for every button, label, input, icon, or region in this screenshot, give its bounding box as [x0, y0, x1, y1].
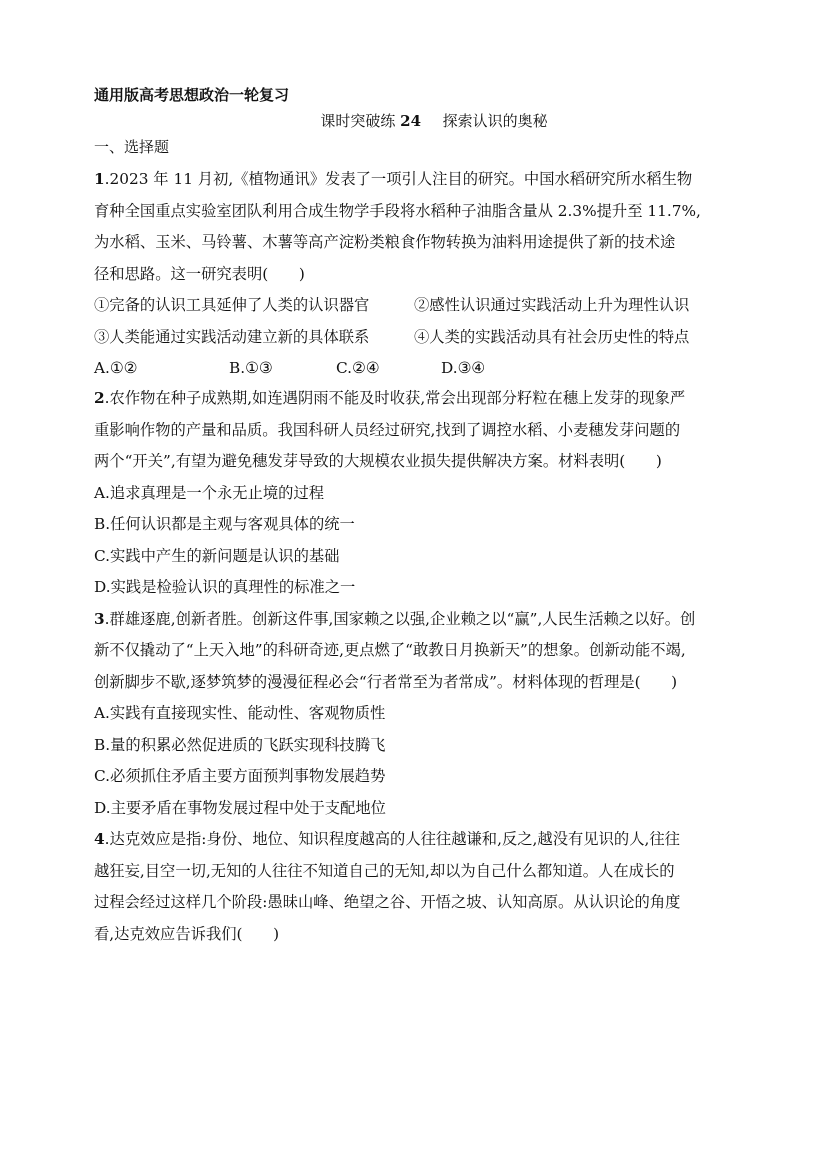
question-2-line-1: 2.农作物在种子成熟期,如连遇阴雨不能及时收获,常会出现部分籽粒在穗上发芽的现象严 — [94, 389, 686, 407]
question-4-line-2: 越狂妄,目空一切,无知的人往往不知道自己的无知,却以为自己什么都知道。人在成长的 — [94, 861, 675, 880]
document-page — [94, 84, 734, 950]
question-3-number: 3 — [94, 609, 105, 628]
statement-4: ④人类的实践活动具有社会历史性的特点 — [414, 327, 690, 346]
question-1-number: 1 — [94, 170, 105, 188]
lesson-number: 24 — [400, 112, 422, 130]
option-d: D.③④ — [441, 359, 486, 377]
statement-2: ②感性认识通过实践活动上升为理性认识 — [414, 296, 690, 314]
question-2-line-3: 两个“开关”,有望为避免穗发芽导致的大规模农业损失提供解决方案。材料表明( ) — [94, 452, 662, 470]
question-2-line-2: 重影响作物的产量和品质。我国科研人员经过研究,找到了调控水稻、小麦穗发芽问题的 — [94, 420, 681, 439]
option-b: B.量的积累必然促进质的飞跃实现科技腾飞 — [94, 735, 386, 754]
option-b: B.①③ — [229, 359, 273, 377]
lesson-prefix: 课时突破练 — [320, 112, 396, 130]
question-1-options — [94, 353, 734, 383]
option-d: D.主要矛盾在事物发展过程中处于支配地位 — [94, 798, 386, 817]
option-a: A.①② — [94, 359, 138, 377]
question-3-line-2: 新不仅撬动了“上天入地”的科研奇迹,更点燃了“敢教日月换新天”的想象。创新动能不竭, — [94, 641, 686, 659]
question-1-line-4: 径和思路。这一研究表明( ) — [94, 264, 305, 283]
question-1 — [94, 164, 734, 383]
option-b: B.任何认识都是主观与客观具体的统一 — [94, 515, 355, 533]
question-3-line-3: 创新脚步不歇,逐梦筑梦的漫漫征程必会“行者常至为者常成”。材料体现的哲理是( ) — [94, 672, 678, 691]
question-4 — [94, 824, 734, 950]
option-a: A.追求真理是一个永无止境的过程 — [94, 483, 325, 502]
question-4-number: 4 — [94, 830, 105, 848]
question-1-line-3: 为水稻、玉米、马铃薯、木薯等高产淀粉类粮食作物转换为油料用途提供了新的技术途 — [94, 233, 676, 251]
option-c: C.实践中产生的新问题是认识的基础 — [94, 546, 340, 565]
lesson-title — [94, 110, 734, 136]
option-d: D.实践是检验认识的真理性的标准之一 — [94, 578, 356, 596]
question-1-line-1: 1.2023 年 11 月初,《植物通讯》发表了一项引人注目的研究。中国水稻研究所水稻生物 — [94, 170, 693, 188]
option-a: A.实践有直接现实性、能动性、客观物质性 — [94, 704, 386, 722]
question-4-line-1: 4.达克效应是指:身份、地位、知识程度越高的人往往越谦和,反之,越没有见识的人,往往 — [94, 830, 680, 848]
option-c: C.②④ — [336, 359, 380, 377]
question-3 — [94, 604, 734, 825]
statement-1: ①完备的认识工具延伸了人类的认识器官 — [94, 296, 370, 314]
question-1-statements-row-1 — [94, 290, 734, 322]
question-4-line-3: 过程会经过这样几个阶段:愚昧山峰、绝望之谷、开悟之坡、认知高原。从认识论的角度 — [94, 893, 681, 911]
question-1-line-2: 育种全国重点实验室团队利用合成生物学手段将水稻种子油脂含量从 2.3%提升至 11.7%, — [94, 201, 701, 220]
question-2 — [94, 383, 734, 604]
question-3-line-1: 3.群雄逐鹿,创新者胜。创新这件事,国家赖之以强,企业赖之以“赢”,人民生活赖之以好。创 — [94, 609, 696, 628]
document-header-title: 通用版高考思想政治一轮复习 — [94, 86, 290, 104]
section-title: 一、选择题 — [94, 138, 170, 156]
question-4-line-4: 看,达克效应告诉我们( ) — [94, 924, 280, 943]
option-c: C.必须抓住矛盾主要方面预判事物发展趋势 — [94, 767, 386, 785]
question-1-statements-row-2 — [94, 322, 734, 354]
statement-3: ③人类能通过实践活动建立新的具体联系 — [94, 327, 370, 346]
lesson-topic: 探索认识的奥秘 — [442, 112, 548, 130]
question-2-number: 2 — [94, 389, 105, 407]
